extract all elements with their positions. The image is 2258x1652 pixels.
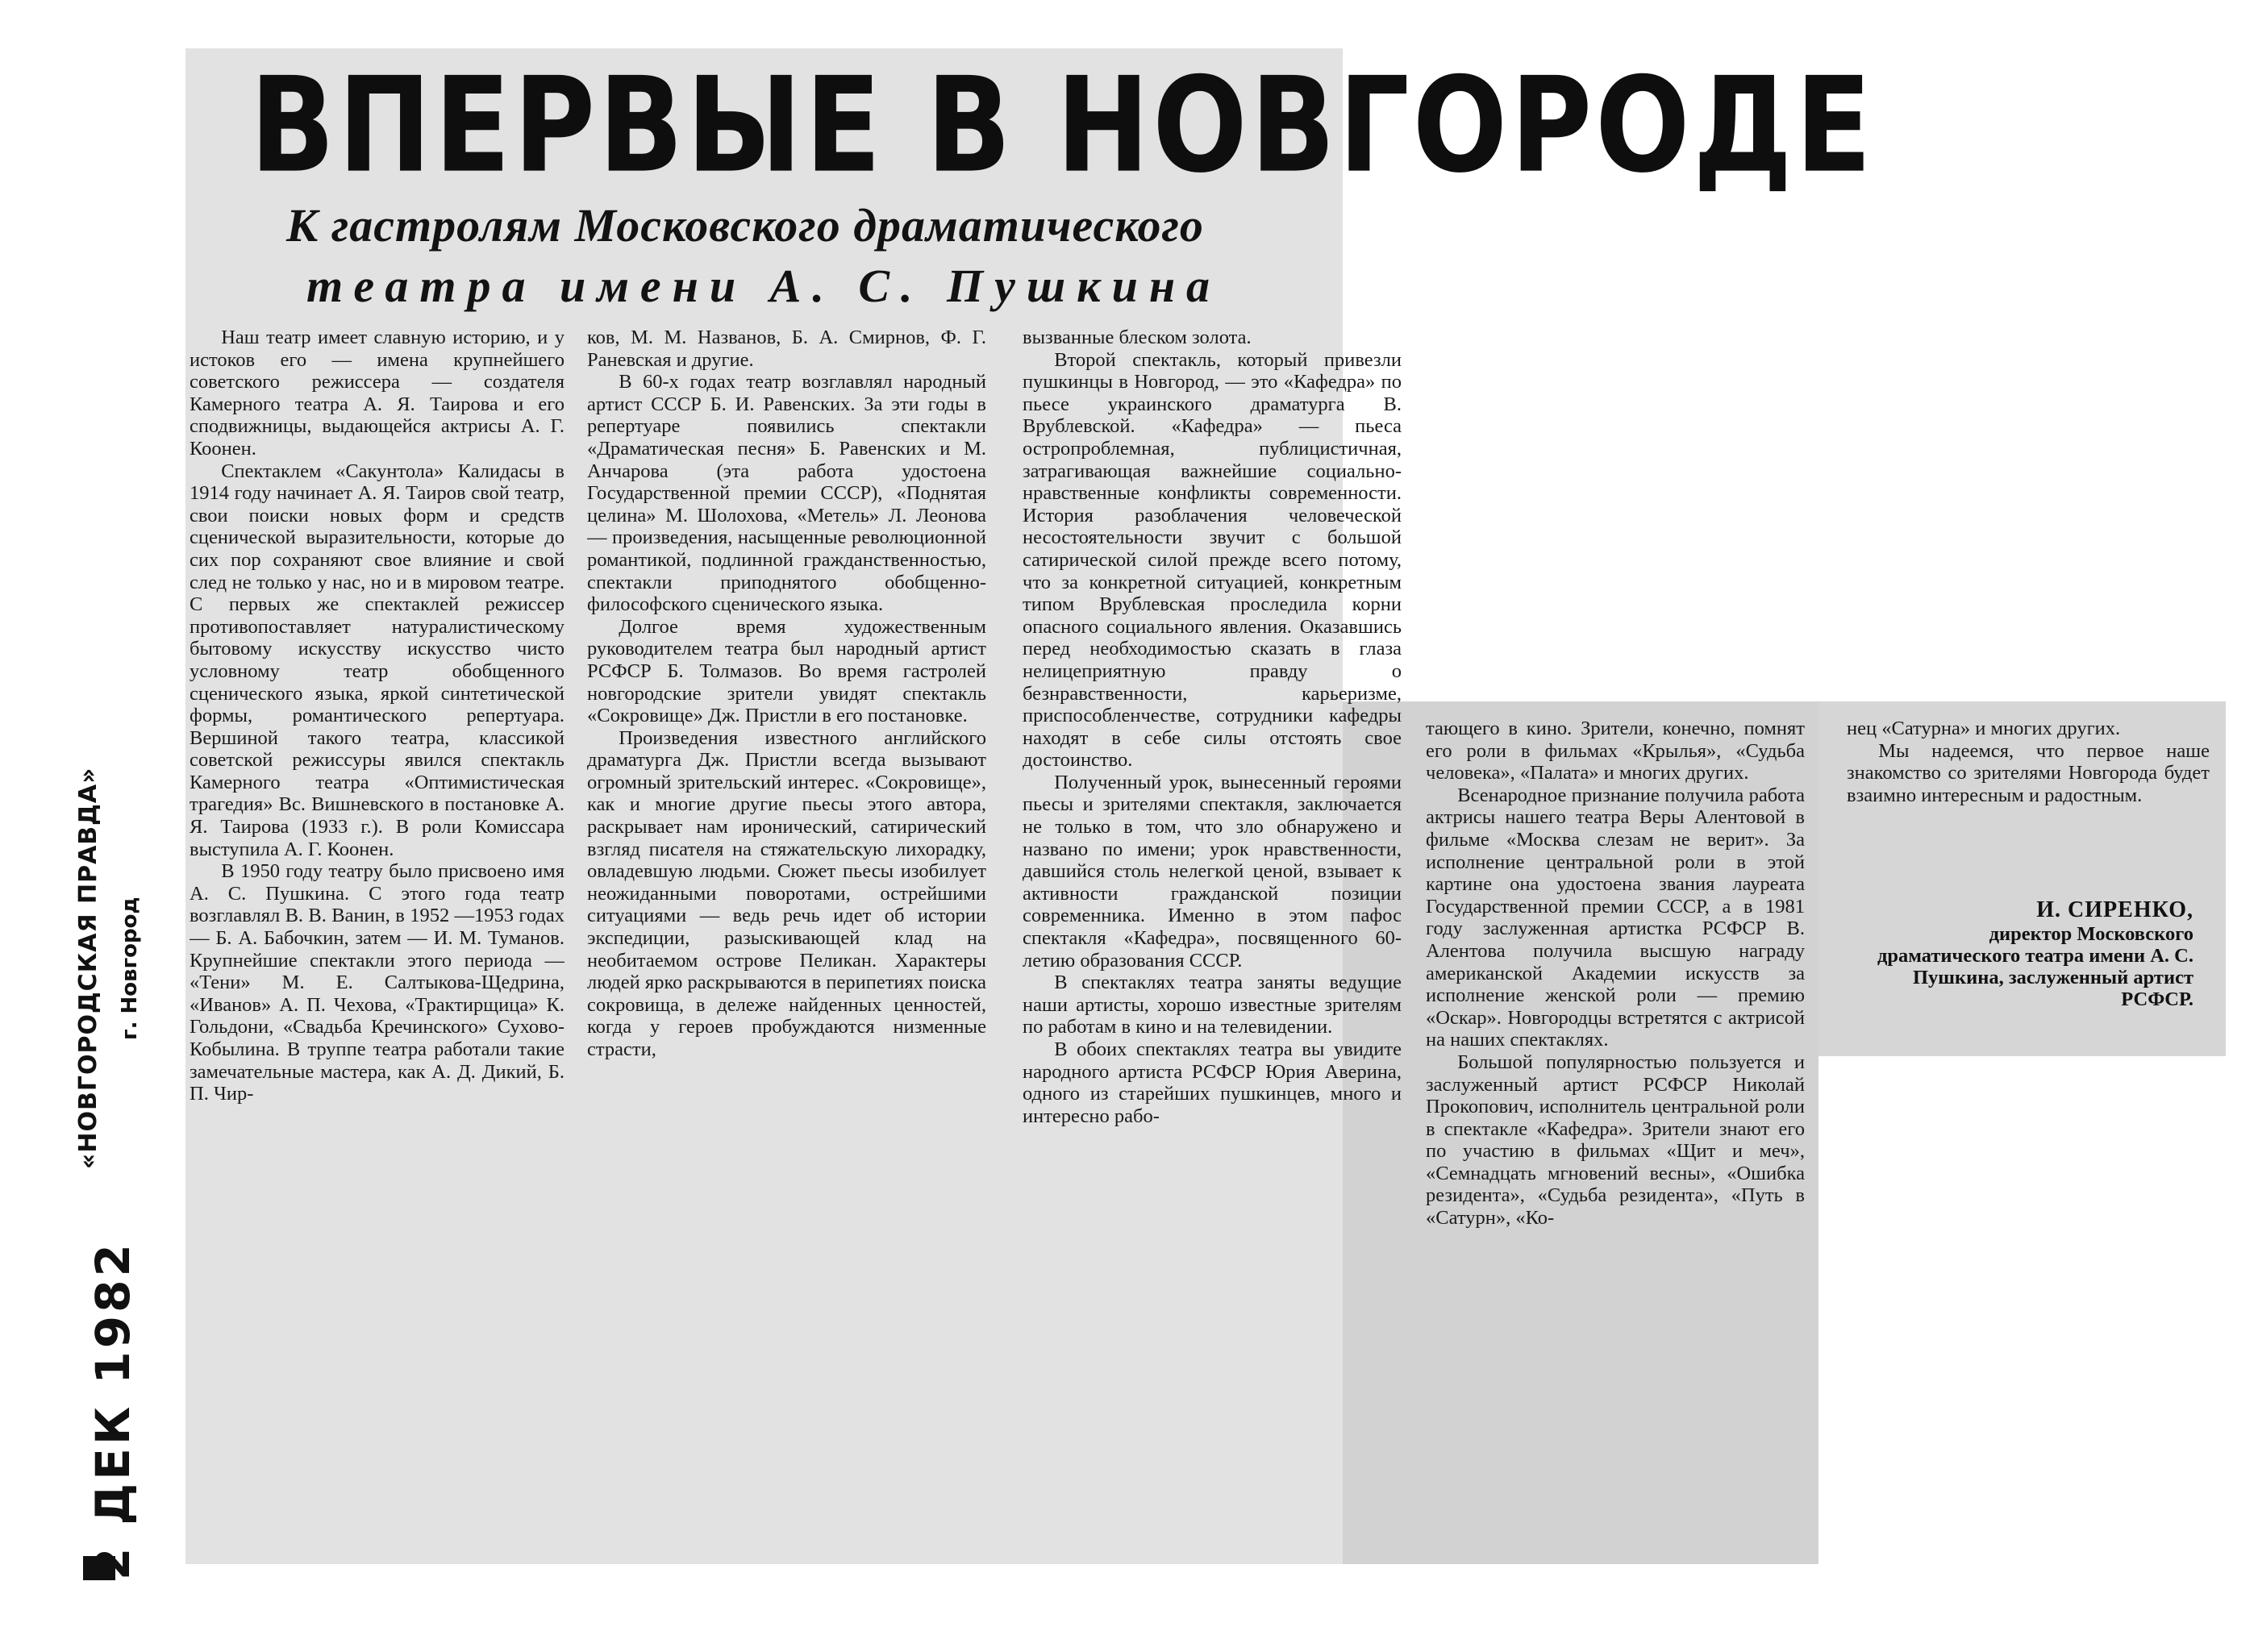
article-column-1 [190,327,564,1560]
date-stamp: 2 ДЕК 1982 [85,1241,140,1580]
paragraph: Долгое время художественным руководителем театра был народный артист РСФСР Б. Толмазов. Во время гастролей новгородские зрители увидят спектакль «Сокровище» Дж. Пристли в его постановке. [587,615,986,727]
article-subhead-line-1: К гастролям Московского драматического [286,199,1204,252]
paragraph: Произведения известного английского драматурга Дж. Пристли всегда вызывают огромный зрительский интерес. «Сокровище», как и многие другие пьесы этого автора, раскрывает нам иронический, сатирический взгляд писателя на стяжательскую лихорадку, овладевшую людьми. Сюжет пьесы изобилует неожиданными поворотами, острейшими ситуациями — ведь речь идет об истории экспедиции, разыскивающей клад на необитаемом острове Пеликан. Характеры людей ярко раскрываются в перипетиях поиска сокровища, в дележе найденных ценностей, когда у героев пробуждаются низменные страсти, [587,726,986,1060]
paragraph: В 1950 году театру было присвоено имя А. С. Пушкина. С этого года театр возглавлял В. В. Ванин, в 1952 —1953 годах — Б. А. Бабочкин, затем — И. М. Туманов. Крупнейшие спектакли этого периода — «Тени» М. Е. Салтыкова-Щедрина, «Иванов» А. П. Чехова, «Трактирщица» К. Гольдони, «Свадьба Кречинского» Сухово-Кобылина. В труппе театра работали такие замечательные мастера, как А. Д. Дикий, Б. П. Чир- [190,860,564,1105]
article-subhead-line-2: театра имени А. С. Пушкина [306,260,1222,312]
paragraph: Второй спектакль, который привезли пушкинцы в Новгород, — это «Кафедра» по пьесе украинского драматурга В. Врублевской. «Кафедра» — пьеса остропроблемная, публицистичная, затрагивающая важнейшие социально-нравственные конфликты современности. История разоблачения человеческой несостоятельности звучит с большой сатирической силой прежде всего потому, что за конкретной ситуацией, конкретным типом Врублевская проследила корни опасного социального явления. Оказавшись перед необходимостью сказать в глаза нелицеприятную правду о безнравственности, карьеризме, приспособленчестве, сотрудники кафедры находят в себе силы отстоять свое достоинство. [1023,348,1402,772]
article-column-4 [1426,718,1805,1560]
paragraph: вызванные блеском золота. [1023,327,1252,348]
article-headline: ВПЕРВЫЕ В НОВГОРОДЕ [250,48,1875,202]
paragraph: Всенародное признание получила работа актрисы нашего театра Веры Алентовой в фильме «Москва слезам не верит». За исполнение центральной роли в этой картине она удостоена звания лауреата Государственной премии СССР, а в 1981 году заслуженная артистка РСФСР В. Алентова получила высшую награду американской Академии искусств за исполнение женской роли — премию «Оскар». Новгородцы встретятся с актрисой на наших спектаклях. [1426,784,1805,1051]
paragraph: тающего в кино. Зрители, конечно, помнят его роли в фильмах «Крылья», «Судьба человека», «Палата» и многих других. [1426,718,1805,784]
paragraph: В спектаклях театра заняты ведущие наши артисты, хорошо известные зрителям по работам в кино и на телевидении. [1023,972,1402,1038]
paragraph: Мы надеемся, что первое наше знакомство со зрителями Новгорода будет взаимно интересным и радостным. [1847,739,2210,806]
author-title: директор Московского драматического театра имени А. С. Пушкина, заслуженный артист РСФСР. [1877,923,2193,1010]
paragraph: Спектаклем «Сакунтола» Калидасы в 1914 году начинает А. Я. Таиров свой театр, свои поиски новых форм и средств сценической выразительности, которые до сих пор сохраняют свое влияние и свой след не только у нас, но и в мировом театре. С первых же спектаклей режиссер противопоставляет натуралистическому бытовому искусству искусство чисто условному театр обобщенного сценического языка, яркой синтетической формы, романтического репертуара. Вершиной такого театра, классикой советской режиссуры явился спектакль Камерного театра «Оптимистическая трагедия» Вс. Вишневского в постановке А. Я. Таирова (1933 г.). В роли Комиссара выступила А. Г. Коонен. [190,460,564,860]
paragraph: ков, М. М. Названов, Б. А. Смирнов, Ф. Г. Раневская и другие. [587,327,986,371]
paragraph: В 60-х годах театр возглавлял народный артист СССР Б. И. Равенских. За эти годы в репертуаре появились спектакли «Драматическая песня» Б. Равенских и М. Анчарова (эта работа удостоена Государственной премии СССР), «Поднятая целина» М. Шолохова, «Метель» Л. Леонова — произведения, насыщенные революционной романтикой, подлинной гражданственностью, спектакли приподнятого обобщенно-философского сценического языка. [587,371,986,616]
source-city-label: г. Новгород [118,897,142,1040]
paragraph: Полученный урок, вынесенный героями пьесы и зрителями спектакля, заключается не только в том, что зло обнаружено и названо по имени; урок нравственности, давшийся столь нелегкой ценой, взывает к активности гражданской позиции современника. Именно в этом пафос спектакля «Кафедра», посвященного 60-летию образования СССР. [1023,771,1402,972]
paragraph: Большой популярностью пользуется и заслуженный артист РСФСР Николай Прокопович, исполнитель центральной роли в спектакле «Кафедра». Зрители знают его по участию в фильмах «Щит и меч», «Семнадцать мгновений весны», «Ошибка резидента», «Судьба резидента», «Путь в «Сатурн», «Ко- [1426,1051,1805,1230]
article-column-3 [1023,327,1402,1560]
paragraph: В обоих спектаклях театра вы увидите народного артиста РСФСР Юрия Аверина, одного из старейших пушкинцев, много и интересно рабо- [1023,1038,1402,1127]
paragraph: Наш театр имеет славную историю, и у истоков его — имена крупнейшего советского режиссера — создателя Камерного театра А. Я. Таирова и его сподвижницы, выдающейся актрисы А. Г. Коонен. [190,327,564,460]
source-newspaper-label: «НОВГОРОДСКАЯ ПРАВДА» [74,767,102,1169]
paragraph: нец «Сатурна» и многих других. [1847,718,2121,739]
article-column-2 [587,327,986,1560]
author-name: И. СИРЕНКО, [2036,897,2193,922]
